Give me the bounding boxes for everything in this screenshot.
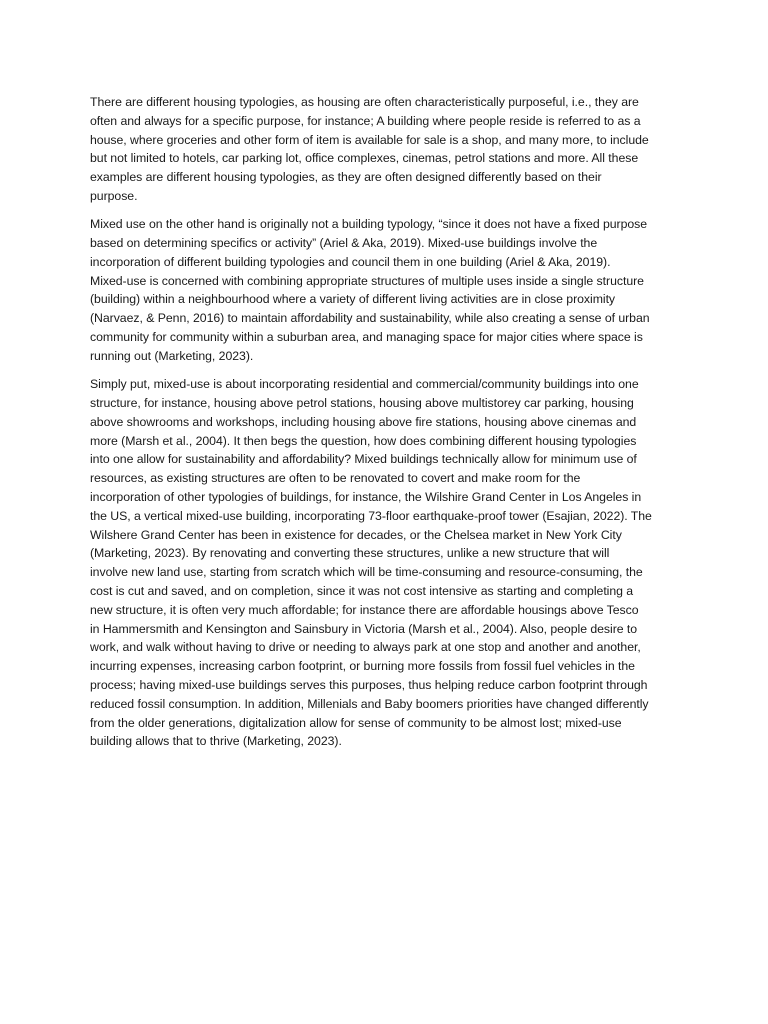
text-line: the US, a vertical mixed-use building, incorporating 73-floor earthquake-proof tower (Esajian, 2022). The <box>90 508 652 523</box>
paragraph-mixed-use-definition <box>90 215 682 365</box>
text-line: (Narvaez, & Penn, 2016) to maintain affordability and sustainability, while also creating a sense of urban <box>90 311 650 326</box>
text-line: process; having mixed-use buildings serves this purposes, thus helping reduce carbon footprint through <box>90 677 648 692</box>
text-line: more (Marsh et al., 2004). It then begs the question, how does combining different housing typologies <box>90 433 637 448</box>
text-line: resources, as existing structures are often to be renovated to covert and make room for the <box>90 471 581 486</box>
text-line: Mixed use on the other hand is originally not a building typology, “since it does not have a fixed purpose <box>90 217 648 232</box>
text-line: house, where groceries and other form of item is available for sale is a shop, and many more, to include <box>90 132 649 147</box>
text-line: work, and walk without having to drive or needing to always park at one stop and another and another, <box>90 640 641 655</box>
text-line: often and always for a specific purpose, for instance; A building where people reside is referred to as a <box>90 113 641 128</box>
text-line: involve new land use, starting from scratch which will be time-consuming and resource-consuming, the <box>90 565 643 580</box>
text-line: incorporation of different building typologies and council them in one building (Ariel & Aka, 2019). <box>90 254 611 269</box>
text-line: Simply put, mixed-use is about incorporating residential and commercial/community buildings into one <box>90 377 639 392</box>
text-line: There are different housing typologies, as housing are often characteristically purposeful, i.e., they are <box>90 95 639 109</box>
text-line: structure, for instance, housing above petrol stations, housing above multistorey car parking, housing <box>90 395 634 410</box>
text-line: Mixed-use is concerned with combining appropriate structures of multiple uses inside a single structure <box>90 273 644 288</box>
text-line: based on determining specifics or activity” (Ariel & Aka, 2019). Mixed-use buildings involve the <box>90 236 598 251</box>
text-line: incurring expenses, increasing carbon footprint, or burning more fossils from fossil fuel vehicles in the <box>90 659 635 674</box>
text-line: (building) within a neighbourhood where a variety of different living activities are in close proximity <box>90 292 616 307</box>
text-line: in Hammersmith and Kensington and Sainsbury in Victoria (Marsh et al., 2004). Also, people desire to <box>90 621 638 636</box>
paragraph-mixed-use-benefits <box>90 375 682 751</box>
text-line: above showrooms and workshops, including housing above fire stations, housing above cinemas and <box>90 414 637 429</box>
text-line: but not limited to hotels, car parking lot, office complexes, cinemas, petrol stations and more. All these <box>90 151 639 166</box>
text-line: cost is cut and saved, and on completion, since it was not cost intensive as starting and completing a <box>90 583 634 598</box>
text-line: running out (Marketing, 2023). <box>90 348 254 363</box>
document-body <box>90 93 682 761</box>
text-line: new structure, it is often very much affordable; for instance there are affordable housings above Tesco <box>90 602 639 617</box>
text-line: into one allow for sustainability and affordability? Mixed buildings technically allow for minimum use of <box>90 452 637 467</box>
text-line: purpose. <box>90 188 138 203</box>
text-line: Wilshere Grand Center has been in existence for decades, or the Chelsea market in New York City <box>90 527 622 542</box>
text-line: examples are different housing typologies, as they are often designed differently based on their <box>90 170 602 185</box>
paragraph-housing-typologies <box>90 93 682 206</box>
text-line: incorporation of other typologies of buildings, for instance, the Wilshire Grand Center in Los Angeles in <box>90 489 642 504</box>
text-line: (Marketing, 2023). By renovating and converting these structures, unlike a new structure that will <box>90 546 610 561</box>
text-line: from the older generations, digitalization allow for sense of community to be almost lost; mixed-use <box>90 715 622 730</box>
text-line: building allows that to thrive (Marketing, 2023). <box>90 734 342 749</box>
text-line: reduced fossil consumption. In addition, Millenials and Baby boomers priorities have changed differently <box>90 696 649 711</box>
text-line: community for community within a suburban area, and managing space for major cities where space is <box>90 330 643 345</box>
